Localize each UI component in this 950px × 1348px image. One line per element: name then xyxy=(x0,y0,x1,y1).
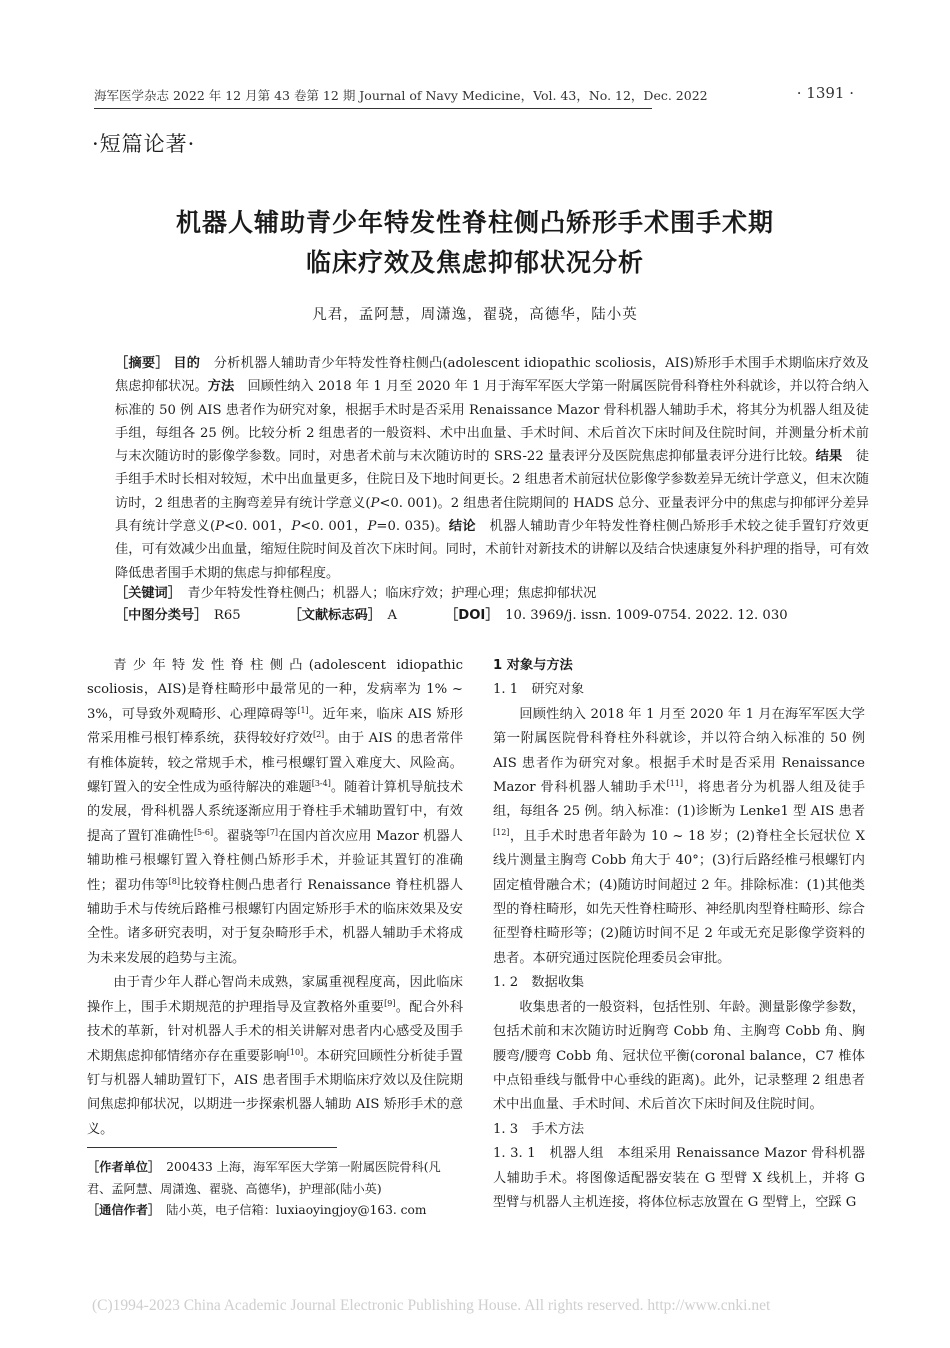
subsection-title: 数据收集 xyxy=(531,975,585,991)
p-value-symbol: P xyxy=(370,495,380,511)
keywords-value: 青少年特发性脊柱侧凸；机器人；临床疗效；护理心理；焦虑抑郁状况 xyxy=(187,586,597,601)
body-text: 。由于 AIS 的患者常伴有椎体旋转，较之常规手术，椎弓根螺钉置入难度大、风险高。螺钉置入的安全性成为亟待解决的难题 xyxy=(87,731,464,796)
author-list: 凡君，孟阿慧，周潇逸，翟骁，高德华，陆小英 xyxy=(312,307,638,323)
corresponding-label: ［通信作者］ xyxy=(87,1203,155,1217)
p-value-symbol: P xyxy=(215,519,224,535)
copyright-watermark: (C)1994-2023 China Academic Journal Electronic Publishing House. All rights reserved. http://www.cnki.net xyxy=(92,1297,771,1314)
intro-paragraph-2 xyxy=(87,971,463,1142)
affiliation-text: 200433 上海，海军军医大学第一附属医院骨科(凡君、孟阿慧、周潇逸、翟骁、高德华)，护理部(陆小英) xyxy=(87,1160,441,1196)
section-heading: 1 对象与方法 xyxy=(493,658,573,673)
keywords-label: ［关键词］ xyxy=(115,586,175,601)
section-type: ·短篇论著· xyxy=(92,132,196,156)
results-text: 徒手组手术时长相对较短，术中出血量更多，住院日及下地时间更长。2 组患者术前冠状位影像学参数差异无统计学意义，但末次随访时，2 组患者的主胸弯差异有统计学意义( xyxy=(115,449,870,511)
journal-citation: 海军医学杂志 2022 年 12 月第 43 卷第 12 期 Journal of Navy Medicine，Vol. 43，No. 12，Dec. 2022 xyxy=(94,88,708,103)
abstract xyxy=(115,352,869,585)
body-text: 。配合外科技术的革新，针对机器人手术的相关讲解对患者内心感受及围手术期焦虑抑郁情绪亦存在重要影响 xyxy=(87,999,464,1064)
article-title-line-1: 机器人辅助青少年特发性脊柱侧凸矫形手术围手术期 xyxy=(175,208,774,237)
body-text: ，将患者分为机器人组及徒手组，每组各 25 例。纳入标准：(1)诊断为 Lenke1 型 AIS 患者 xyxy=(493,780,866,820)
footnotes xyxy=(87,1157,463,1222)
body-text: 本组采用 Renaissance Mazor 骨科机器人辅助手术。将图像适配器安装在 G 型臂 X 线机上，并将 G 型臂与机器人主机连接，将体位标志放置在 G 型臂上，空踩 G xyxy=(493,1146,866,1210)
right-column xyxy=(493,654,865,1215)
subsection-number: 1. 3. 1 xyxy=(493,1146,536,1162)
subsection-title: 研究对象 xyxy=(531,682,585,698)
p-value-symbol: P xyxy=(291,519,301,535)
citation: [8] xyxy=(168,876,180,886)
citation: [3-4] xyxy=(311,779,331,789)
citation: [10] xyxy=(286,1047,304,1057)
author-affiliation xyxy=(87,1157,463,1200)
article-title-line-2: 临床疗效及焦虑抑郁状况分析 xyxy=(305,248,644,277)
results-text: <0. 001， xyxy=(300,519,368,535)
citation: [7] xyxy=(266,827,279,837)
keywords xyxy=(115,584,869,604)
paragraph-data-collection: 收集患者的一般资料，包括性别、年龄。测量影像学参数，包括术前和末次随访时近胸弯 Cobb 角、主胸弯 Cobb 角、胸腰弯/腰弯 Cobb 角、冠状位平衡(coronal balance，C7 椎体中点铅垂线与骶骨中心垂线的距离)。此外，记录整理 2 组患者术中出血量、手术时间、术后首次下床时间及住院时间。 xyxy=(493,999,865,1113)
results-text: <0. 001， xyxy=(223,519,292,535)
abstract-label: ［摘要］ xyxy=(115,356,169,371)
body-text: 青少年特发性脊柱侧凸(adolescent idiopathic scoliosis，AIS)是脊柱畸形中最常见的一种，发病率为 1% ~ 3%，可导致外观畸形、心理障碍等 xyxy=(87,658,463,722)
results-text: =0. 035)。 xyxy=(376,519,449,535)
body-text: ，且手术时患者年龄为 10 ~ 18 岁；(2)脊柱全长冠状位 X 线片测量主胸弯 Cobb 角大于 40°；(3)行后路经椎弓根螺钉内固定植骨融合术；(4)随访时间超过 2 年。排除标准：(1)其他类型的脊柱畸形，如先天性脊柱畸形、神经肌肉型脊柱畸形、综合征型脊柱畸形等；(2)随访时间不足 2 年或无充足影像学资料的患者。本研究通过医院伦理委员会审批。 xyxy=(493,828,865,966)
subsection-heading xyxy=(493,678,865,702)
clc-value: R65 xyxy=(213,608,241,623)
doi-value: 10. 3969/j. issn. 1009-0754. 2022. 12. 030 xyxy=(505,608,788,623)
paragraph-study-subjects xyxy=(493,703,865,971)
doi-label: ［DOI］ xyxy=(445,608,492,623)
clc-label: ［中图分类号］ xyxy=(115,608,201,623)
conclusion-text: 机器人辅助青少年特发性脊柱侧凸矫形手术较之徒手置钉疗效更佳，可有效减少出血量，缩短住院时间及首次下床时间。同时，术前针对新技术的讲解以及结合快速康复外科护理的指导，可有效降低患者围手术期的焦虑与抑郁程度。 xyxy=(115,519,870,581)
body-text: 。本研究回顾性分析徒手置钉与机器人辅助置钉下，AIS 患者围手术期临床疗效以及住院期间焦虑抑郁状况，以期进一步探索机器人辅助 AIS 矫形手术的意义。 xyxy=(87,1048,463,1137)
body-text: 。翟骁等 xyxy=(213,828,267,844)
citation: [5-6] xyxy=(193,827,214,837)
subsection-heading xyxy=(493,1118,865,1142)
body-text: 。随着计算机导航技术的发展，骨科机器人系统逐渐应用于脊柱手术辅助置钉中，有效提高了置钉准确性 xyxy=(87,780,464,844)
subsection-number: 1. 1 xyxy=(493,682,519,698)
corresponding-author xyxy=(87,1200,463,1222)
body-text: 比较脊柱侧凸患者行 Renaissance 脊柱机器人辅助手术与传统后路椎弓根螺钉内固定矫形手术的临床效果及安全性。诸多研究表明，对于复杂畸形手术，机器人辅助手术将成为未来发展的趋势与主流。 xyxy=(87,877,464,966)
body-text: 回顾性纳入 2018 年 1 月至 2020 年 1 月在海军军医大学第一附属医院骨科脊柱外科就诊，并以符合纳入标准的 50 例 AIS 患者作为研究对象。根据手术时是否采用 Renaissance Mazor 骨科机器人辅助手术 xyxy=(493,706,865,796)
methods-label: 方法 xyxy=(207,379,235,395)
results-text: <0. 001)。2 组患者住院期间的 HADS 总分、亚量表评分中的焦虑与抑郁评分差异具有统计学意义( xyxy=(115,495,869,535)
citation: [1] xyxy=(297,705,309,715)
header-rule xyxy=(94,108,652,109)
body-text: 由于青少年人群心智尚未成熟，家属重视程度高，因此临床操作上，围手术期规范的护理指导及宣教格外重要 xyxy=(87,975,463,1015)
subsection-number: 1. 2 xyxy=(493,975,519,991)
citation: [9] xyxy=(384,998,396,1008)
citation: [2] xyxy=(312,730,325,740)
subsection-title: 机器人组 xyxy=(549,1146,604,1162)
footnote-rule xyxy=(87,1147,337,1148)
subsection-title: 手术方法 xyxy=(531,1121,585,1137)
intro-paragraph-1 xyxy=(87,654,463,971)
body-text: 在国内首次应用 Mazor 机器人辅助椎弓根螺钉置入脊柱侧凸矫形手术，并验证其置钉的准确性；翟功伟等 xyxy=(87,828,463,893)
left-column xyxy=(87,654,463,1142)
citation: [12] xyxy=(493,827,510,837)
running-header xyxy=(94,86,854,106)
results-label: 结果 xyxy=(815,449,843,465)
classification xyxy=(115,606,869,626)
methods-text: 回顾性纳入 2018 年 1 月至 2020 年 1 月于海军军医大学第一附属医院骨科脊柱外科就诊，并以符合纳入标准的 50 例 AIS 患者作为研究对象，根据手术时是否采用 Renaissance Mazor 骨科机器人辅助手术，将其分为机器人组及徒手组，每组各 25 例。比较分析 2 组患者的一般资料、术中出血量、手术时间、术后首次下床时间及住院时间，并测量分析术前与末次随访时的影像学参数。同时，对患者术前与末次随访时的 SRS-22 量表评分及医院焦虑抑郁量表评分进行比较。 xyxy=(115,379,870,465)
conclusion-label: 结论 xyxy=(448,519,476,535)
page-number: · 1391 · xyxy=(796,84,854,102)
citation: [11] xyxy=(666,779,683,789)
doc-code-value: A xyxy=(387,608,398,623)
objective-text: 分析机器人辅助青少年特发性脊柱侧凸(adolescent idiopathic scoliosis，AIS)矫形手术围手术期临床疗效及焦虑抑郁状况。 xyxy=(115,356,869,395)
p-value-symbol: P xyxy=(367,519,377,535)
paragraph-robot-group xyxy=(493,1142,865,1215)
affiliation-label: ［作者单位］ xyxy=(87,1160,155,1174)
doc-code-label: ［文献标志码］ xyxy=(288,608,375,623)
corresponding-text: 陆小英，电子信箱：luxiaoyingjoy@163. com xyxy=(166,1203,427,1217)
objective-label: 目的 xyxy=(173,356,201,371)
subsection-heading xyxy=(493,971,865,995)
body-text: 。近年来，临床 AIS 矫形常采用椎弓根钉棒系统，获得较好疗效 xyxy=(87,706,464,747)
subsection-number: 1. 3 xyxy=(493,1121,519,1137)
